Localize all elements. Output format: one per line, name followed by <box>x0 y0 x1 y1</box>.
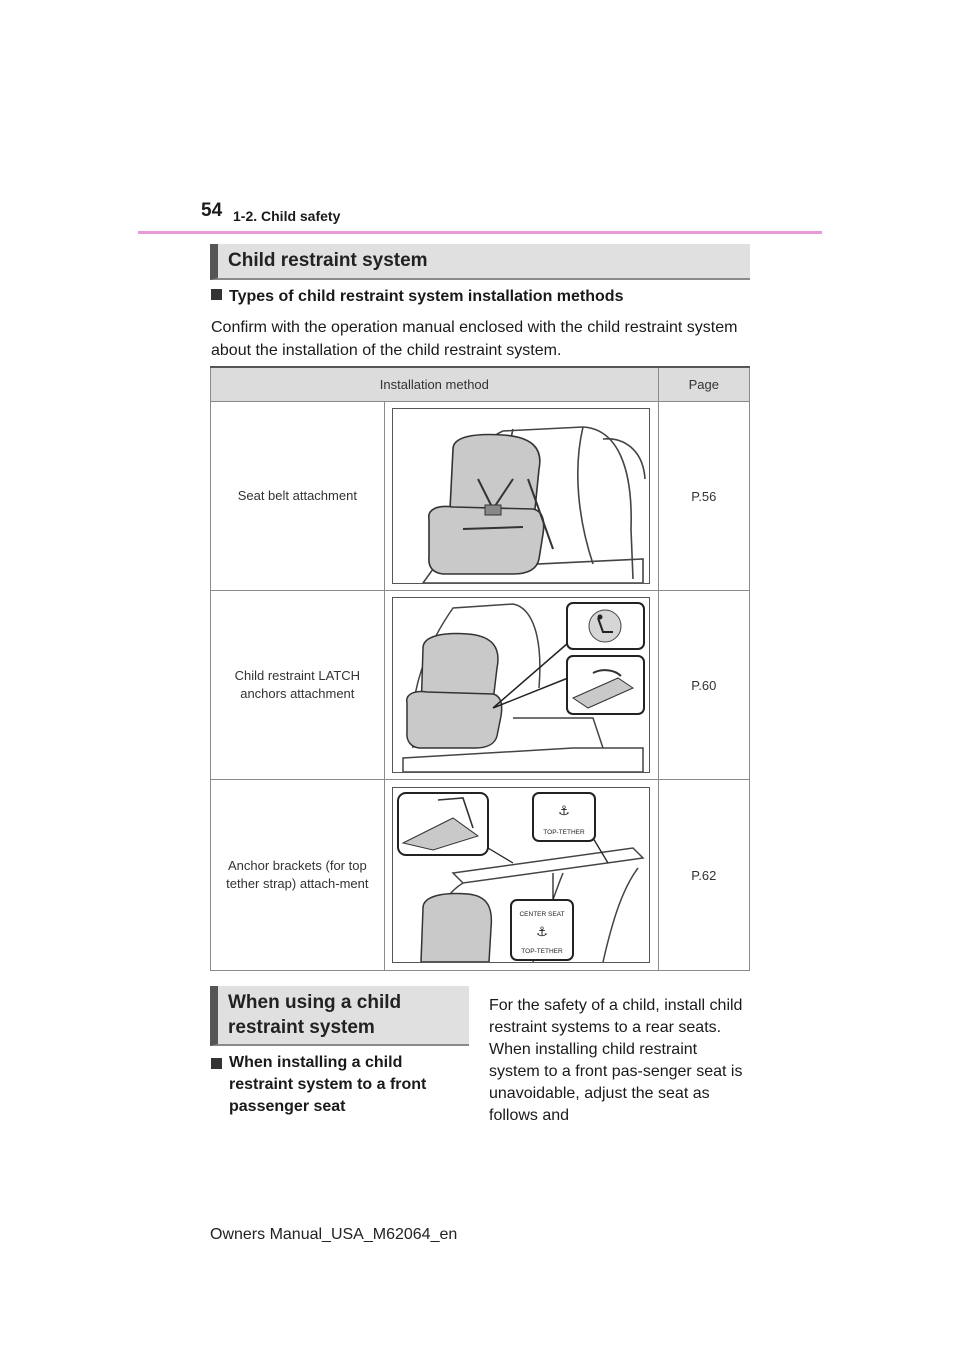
top-tether-label: TOP-TETHER <box>543 829 585 836</box>
subhead-text: Types of child restraint system installation methods <box>229 288 624 305</box>
center-seat-label: CENTER SEAT <box>519 911 565 918</box>
col-installation-method: Installation method <box>211 367 659 402</box>
illustration-cell <box>384 591 658 780</box>
safety-paragraph: For the safety of a child, install child restraint systems to a rear seats. When installing child restraint system to a front pas-senger seat is unavoidable, adjust the seat as follows and <box>489 997 743 1124</box>
subhead-text: When installing a child restraint system to a front passenger seat <box>229 1054 427 1115</box>
heading-child-restraint-system: Child restraint system <box>210 244 750 280</box>
square-bullet-icon <box>211 289 222 300</box>
anchor-brackets-illustration <box>392 787 650 963</box>
method-label: Child restraint LATCH anchors attachment <box>211 591 385 780</box>
square-bullet-icon <box>211 1058 222 1069</box>
table-row <box>211 591 750 780</box>
page-ref[interactable]: P.60 <box>658 591 749 780</box>
page-ref[interactable]: P.56 <box>658 402 749 591</box>
table-row <box>211 780 750 971</box>
illustration-cell <box>384 780 658 971</box>
table-header-row <box>211 367 750 402</box>
intro-paragraph: Confirm with the operation manual enclosed with the child restraint system about the installation of the child restraint system. <box>211 319 738 359</box>
anchor-glyph: ⚓ <box>536 925 548 940</box>
section-label: 1-2. Child safety <box>233 208 341 224</box>
heading-when-using: When using a child restraint system <box>210 986 469 1046</box>
latch-anchors-illustration <box>392 597 650 773</box>
seat-belt-illustration <box>392 408 650 584</box>
header-rule <box>138 231 822 234</box>
anchor-glyph: ⚓ <box>558 804 570 819</box>
top-tether-icon <box>393 788 649 962</box>
illustration-cell <box>384 402 658 591</box>
latch-anchor-icon <box>393 598 649 772</box>
footer-text: Owners Manual_USA_M62064_en <box>210 1226 458 1243</box>
method-label: Seat belt attachment <box>211 402 385 591</box>
col-page: Page <box>658 367 749 402</box>
table-row <box>211 402 750 591</box>
top-tether-label: TOP-TETHER <box>521 948 563 955</box>
subhead-installation-types <box>211 288 623 306</box>
method-label: Anchor brackets (for top tether strap) attach-ment <box>211 780 385 971</box>
subhead-front-passenger <box>211 1052 466 1118</box>
child-seat-belt-icon <box>393 409 649 583</box>
page-number: 54 <box>201 200 223 221</box>
installation-methods-table <box>210 366 750 971</box>
page-ref[interactable]: P.62 <box>658 780 749 971</box>
